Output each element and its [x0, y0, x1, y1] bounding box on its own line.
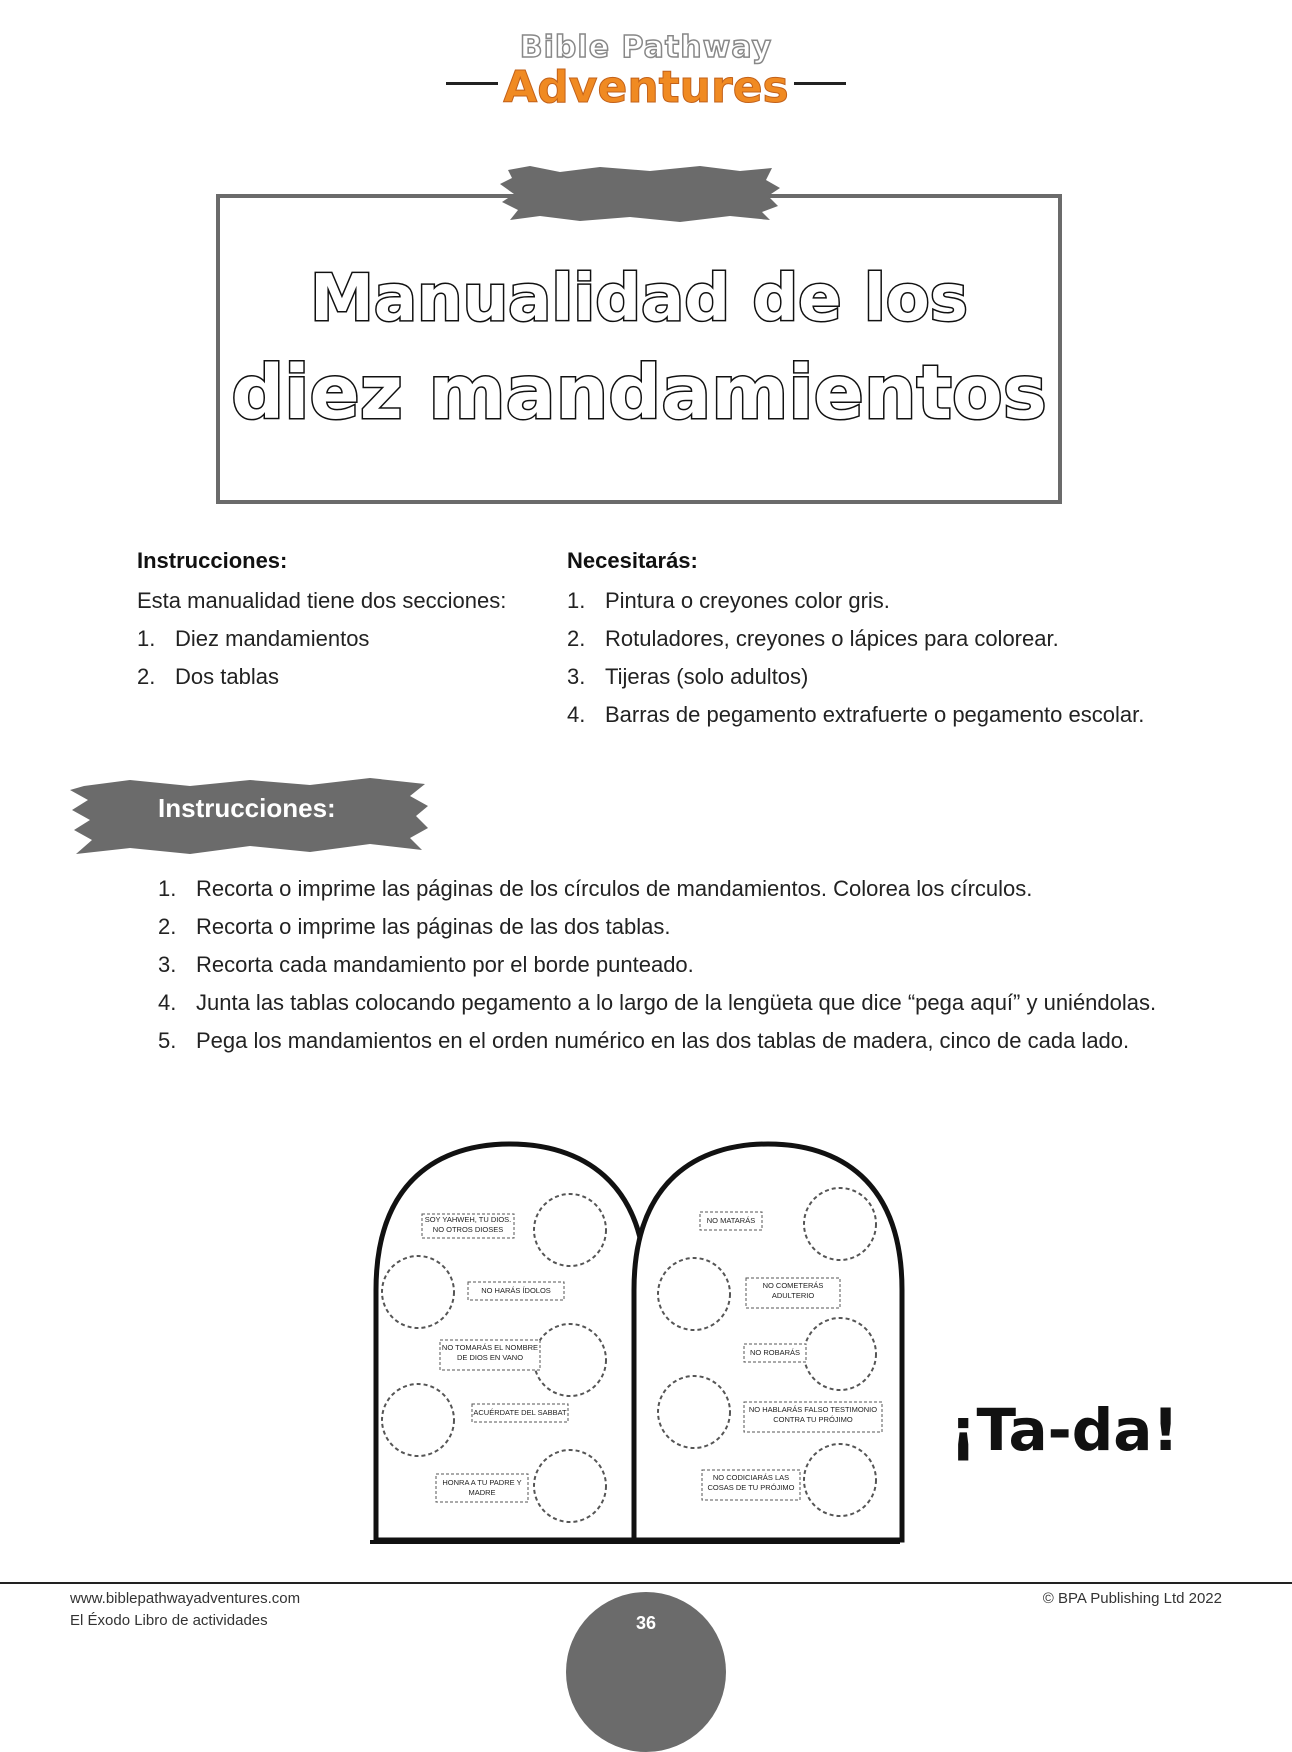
commandment-circle [804, 1318, 876, 1390]
page-number: 36 [635, 1613, 657, 1633]
commandment-circle [534, 1324, 606, 1396]
step-item: 2. Recorta o imprime las páginas de las dos tablas. [158, 914, 671, 939]
list-item: 3. Tijeras (solo adultos) [567, 664, 809, 689]
footer-book-title: El Éxodo Libro de actividades [70, 1612, 268, 1629]
commandment-label: NO MATARÁS [706, 1216, 756, 1225]
list-item: 2. Rotuladores, creyones o lápices para colorear. [567, 626, 1059, 651]
footer-website[interactable]: www.biblepathwayadventures.com [70, 1590, 301, 1607]
logo-rule-left [446, 82, 498, 85]
supplies-column [567, 548, 1207, 734]
commandment-label: HONRA A TU PADRE Y MADRE [442, 1478, 522, 1497]
page-title-line2: diez mandamientos [231, 350, 1047, 436]
list-item: 1. Diez mandamientos [137, 626, 370, 651]
commandment-label: NO HARÁS ÍDOLOS [481, 1286, 551, 1295]
commandment-label: NO CODICIARÁS LAS COSAS DE TU PRÓJIMO [707, 1473, 795, 1492]
commandment-circle [658, 1258, 730, 1330]
commandment-label: SOY YAHWEH, TU DIOS. NO OTROS DIOSES [424, 1215, 512, 1234]
title-frame [216, 194, 1062, 504]
instructions-banner-label: Instrucciones: [158, 793, 336, 823]
title-banner-tape [500, 166, 780, 222]
footer-divider [0, 1582, 1292, 1584]
tada-text: ¡Ta-da! [950, 1396, 1179, 1464]
logo-rule-right [794, 82, 846, 85]
commandment-circle [804, 1444, 876, 1516]
list-item: 1. Pintura o creyones color gris. [567, 588, 890, 613]
commandment-label: NO TOMARÁS EL NOMBRE DE DIOS EN VANO [441, 1343, 539, 1362]
commandment-label: NO HABLARÁS FALSO TESTIMONIO CONTRA TU PRÓJIMO [748, 1405, 878, 1424]
commandment-circle [534, 1194, 606, 1266]
footer-copyright: © BPA Publishing Ltd 2022 [1042, 1590, 1222, 1607]
commandment-label: NO COMETERÁS ADULTERIO [762, 1281, 824, 1300]
instructions-intro: Esta manualidad tiene dos secciones: [137, 588, 507, 613]
page-title-line1: Manualidad de los [310, 262, 968, 336]
instructions-column [137, 548, 557, 696]
commandment-label: ACUÉRDATE DEL SABBAT [473, 1408, 567, 1417]
commandment-circle [658, 1376, 730, 1448]
step-item: 5. Pega los mandamientos en el orden numérico en las dos tablas de madera, cinco de cada lado. [158, 1028, 1130, 1053]
commandment-circle [382, 1256, 454, 1328]
commandment-circle [804, 1188, 876, 1260]
commandment-circle [382, 1384, 454, 1456]
logo-line2: Adventures [503, 62, 789, 113]
step-item: 1. Recorta o imprime las páginas de los círculos de mandamientos. Colorea los círculos. [158, 876, 1033, 901]
logo-line1: Bible Pathway [519, 30, 773, 65]
steps-list [158, 870, 1208, 1060]
supplies-heading: Necesitarás: [567, 548, 698, 573]
list-item: 2. Dos tablas [137, 664, 279, 689]
step-item: 4. Junta las tablas colocando pegamento a lo largo de la lengüeta que dice “pega aquí” y uniéndolas. [158, 990, 1157, 1015]
list-item: 4. Barras de pegamento extrafuerte o pegamento escolar. [567, 702, 1145, 727]
commandment-label: NO ROBARÁS [749, 1348, 800, 1357]
step-item: 3. Recorta cada mandamiento por el borde punteado. [158, 952, 694, 977]
commandment-circle [534, 1450, 606, 1522]
instructions-heading: Instrucciones: [137, 548, 288, 573]
